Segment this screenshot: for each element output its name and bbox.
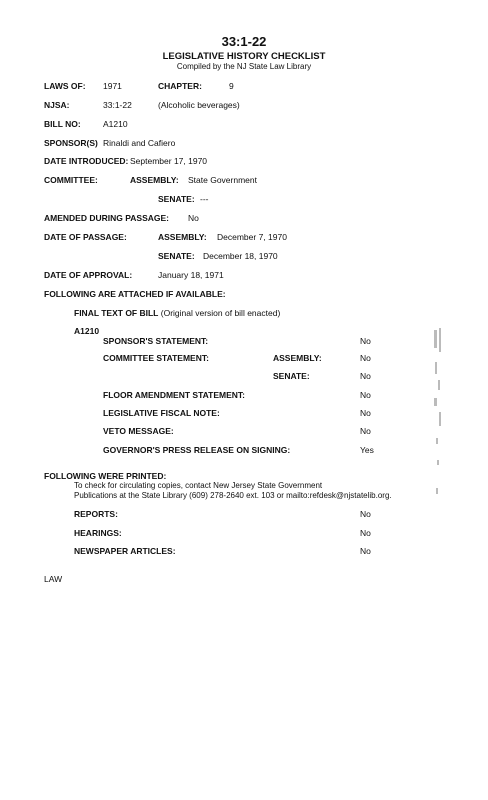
bill-reference: A1210 — [74, 326, 100, 336]
date-approval-label: DATE OF APPROVAL: — [44, 270, 133, 280]
press-release-label: GOVERNOR'S PRESS RELEASE ON SIGNING: — [103, 445, 291, 455]
veto-message-value: No — [360, 426, 371, 436]
reports-value: No — [360, 509, 371, 519]
date-passage-label: DATE OF PASSAGE: — [44, 232, 127, 242]
committee-assembly-label: ASSEMBLY: — [130, 175, 179, 185]
date-introduced-value: September 17, 1970 — [130, 156, 208, 166]
date-introduced-label: DATE INTRODUCED: — [44, 156, 129, 166]
laws-of-label: LAWS OF: — [44, 81, 86, 91]
laws-of-value: 1971 — [103, 81, 122, 91]
sponsors-value: Rinaldi and Cafiero — [103, 138, 176, 148]
committee-senate-value: --- — [200, 194, 209, 204]
document-code: 33:1-22 — [221, 34, 267, 49]
chapter-label: CHAPTER: — [158, 81, 202, 91]
reports-label: REPORTS: — [74, 509, 118, 519]
footer-code: LAW — [44, 574, 63, 584]
newspaper-value: No — [360, 546, 371, 556]
cs-assembly-value: No — [360, 353, 371, 363]
press-release-value: Yes — [360, 445, 374, 455]
hearings-value: No — [360, 528, 371, 538]
bill-no-value: A1210 — [103, 119, 128, 129]
amended-label: AMENDED DURING PASSAGE: — [44, 213, 169, 223]
committee-label: COMMITTEE: — [44, 175, 98, 185]
sponsors-label: SPONSOR(S) — [44, 138, 98, 148]
document-subtitle: Compiled by the NJ State Law Library — [176, 62, 312, 71]
fiscal-note-value: No — [360, 408, 371, 418]
final-text-label: FINAL TEXT OF BILL — [74, 308, 159, 318]
document-title: LEGISLATIVE HISTORY CHECKLIST — [162, 51, 326, 62]
final-text-row — [74, 308, 280, 318]
committee-statement-label: COMMITTEE STATEMENT: — [103, 353, 209, 363]
sponsor-statement-value: No — [360, 336, 371, 346]
attached-heading: FOLLOWING ARE ATTACHED IF AVAILABLE: — [44, 289, 226, 299]
njsa-label: NJSA: — [44, 100, 70, 110]
njsa-description: (Alcoholic beverages) — [158, 100, 240, 110]
printed-note-line2: Publications at the State Library (609) 278-2640 ext. 103 or mailto:refdesk@njstatelib.org. — [74, 491, 392, 500]
chapter-value: 9 — [229, 81, 234, 91]
bill-no-label: BILL NO: — [44, 119, 81, 129]
passage-assembly-value: December 7, 1970 — [217, 232, 287, 242]
fiscal-note-label: LEGISLATIVE FISCAL NOTE: — [103, 408, 220, 418]
floor-amendment-value: No — [360, 390, 371, 400]
sponsor-statement-label: SPONSOR'S STATEMENT: — [103, 336, 209, 346]
floor-amendment-label: FLOOR AMENDMENT STATEMENT: — [103, 390, 245, 400]
passage-senate-value: December 18, 1970 — [203, 251, 278, 261]
passage-assembly-label: ASSEMBLY: — [158, 232, 207, 242]
printed-note-line1: To check for circulating copies, contact New Jersey State Government — [74, 481, 323, 490]
printed-heading: FOLLOWING WERE PRINTED: — [44, 471, 167, 481]
date-approval-value: January 18, 1971 — [158, 270, 224, 280]
library-stamp-mark — [428, 300, 448, 530]
hearings-label: HEARINGS: — [74, 528, 122, 538]
amended-value: No — [188, 213, 199, 223]
njsa-value: 33:1-22 — [103, 100, 132, 110]
cs-assembly-label: ASSEMBLY: — [273, 353, 322, 363]
final-text-note: (Original version of bill enacted) — [160, 308, 281, 318]
committee-senate-label: SENATE: — [158, 194, 195, 204]
committee-assembly-value: State Government — [188, 175, 257, 185]
passage-senate-label: SENATE: — [158, 251, 195, 261]
cs-senate-value: No — [360, 371, 371, 381]
newspaper-label: NEWSPAPER ARTICLES: — [74, 546, 176, 556]
cs-senate-label: SENATE: — [273, 371, 310, 381]
veto-message-label: VETO MESSAGE: — [103, 426, 174, 436]
